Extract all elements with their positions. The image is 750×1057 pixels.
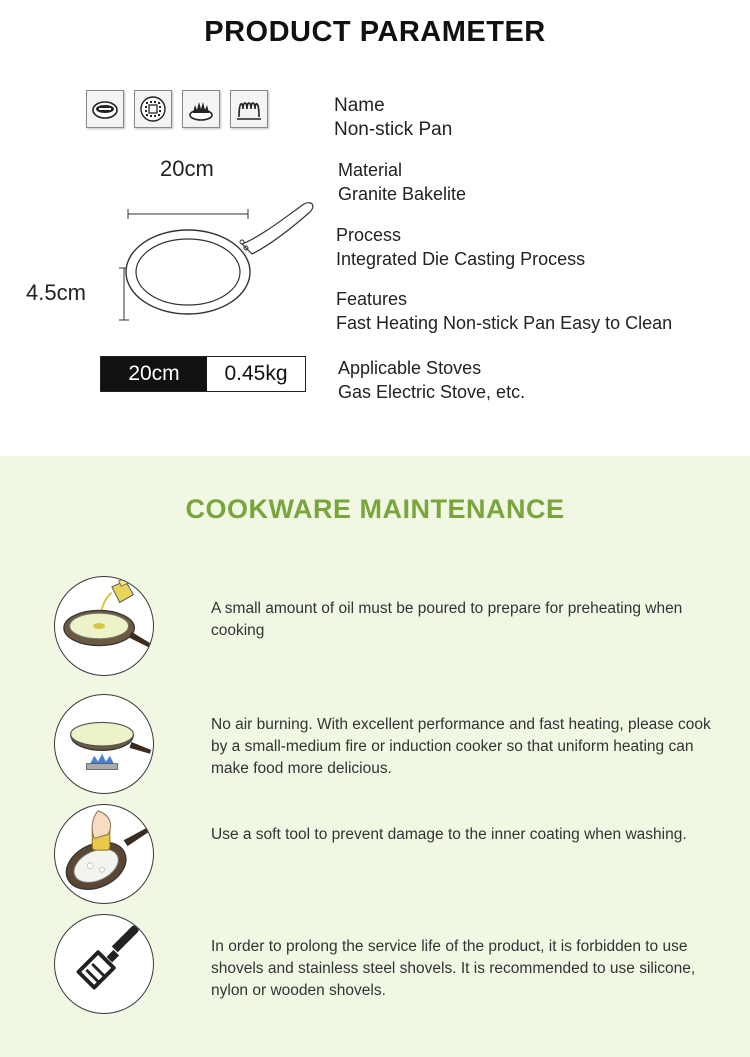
param-label: Features bbox=[336, 289, 408, 309]
param-name bbox=[334, 94, 452, 142]
oil-pouring-icon bbox=[54, 576, 154, 676]
pan-diameter-label: 20cm bbox=[160, 156, 214, 181]
param-features bbox=[336, 287, 672, 335]
induction-coil-icon bbox=[230, 90, 268, 128]
spec-weight-value: 0.45kg bbox=[207, 357, 305, 391]
param-label: Name bbox=[334, 95, 385, 116]
spec-size-value: 20cm bbox=[101, 357, 207, 391]
param-process bbox=[336, 223, 585, 271]
pan-outline-drawing bbox=[112, 196, 322, 326]
param-value: Fast Heating Non-stick Pan Easy to Clean bbox=[336, 313, 673, 333]
sponge-washing-icon bbox=[54, 804, 154, 904]
param-label: Material bbox=[338, 160, 403, 180]
param-label: Applicable Stoves bbox=[338, 358, 482, 378]
stove-icons-row bbox=[86, 90, 268, 128]
size-weight-spec-box bbox=[100, 356, 306, 392]
flame-stove-icon bbox=[182, 90, 220, 128]
param-label: Process bbox=[336, 225, 402, 245]
spatula-icon bbox=[54, 914, 154, 1014]
product-parameter-section bbox=[0, 0, 750, 456]
product-parameter-title: PRODUCT PARAMETER bbox=[204, 16, 546, 48]
param-value: Gas Electric Stove, etc. bbox=[338, 382, 526, 402]
param-value: Integrated Die Casting Process bbox=[336, 249, 586, 269]
maintenance-text: No air burning. With excellent performance and fast heating, please cook by a small-medium fire or induction cooker so that uniform heating can make food more delicious. bbox=[211, 716, 711, 777]
param-value: Non-stick Pan bbox=[334, 119, 453, 140]
maintenance-text: In order to prolong the service life of the product, it is forbidden to use shovels and stainless steel shovels. It is recommended to use silicone, nylon or wooden shovels. bbox=[211, 938, 696, 999]
gas-stove-icon bbox=[86, 90, 124, 128]
cookware-maintenance-section bbox=[0, 456, 750, 1057]
param-value: Granite Bakelite bbox=[338, 184, 467, 204]
maintenance-text: A small amount of oil must be poured to prepare for preheating when cooking bbox=[211, 600, 683, 639]
pan-on-burner-icon bbox=[54, 694, 154, 794]
param-applicable-stoves bbox=[338, 356, 525, 404]
electric-stove-icon bbox=[134, 90, 172, 128]
pan-height-label: 4.5cm bbox=[26, 280, 86, 305]
param-material bbox=[338, 158, 466, 206]
maintenance-text: Use a soft tool to prevent damage to the inner coating when washing. bbox=[211, 826, 687, 843]
maintenance-title: COOKWARE MAINTENANCE bbox=[185, 494, 565, 524]
